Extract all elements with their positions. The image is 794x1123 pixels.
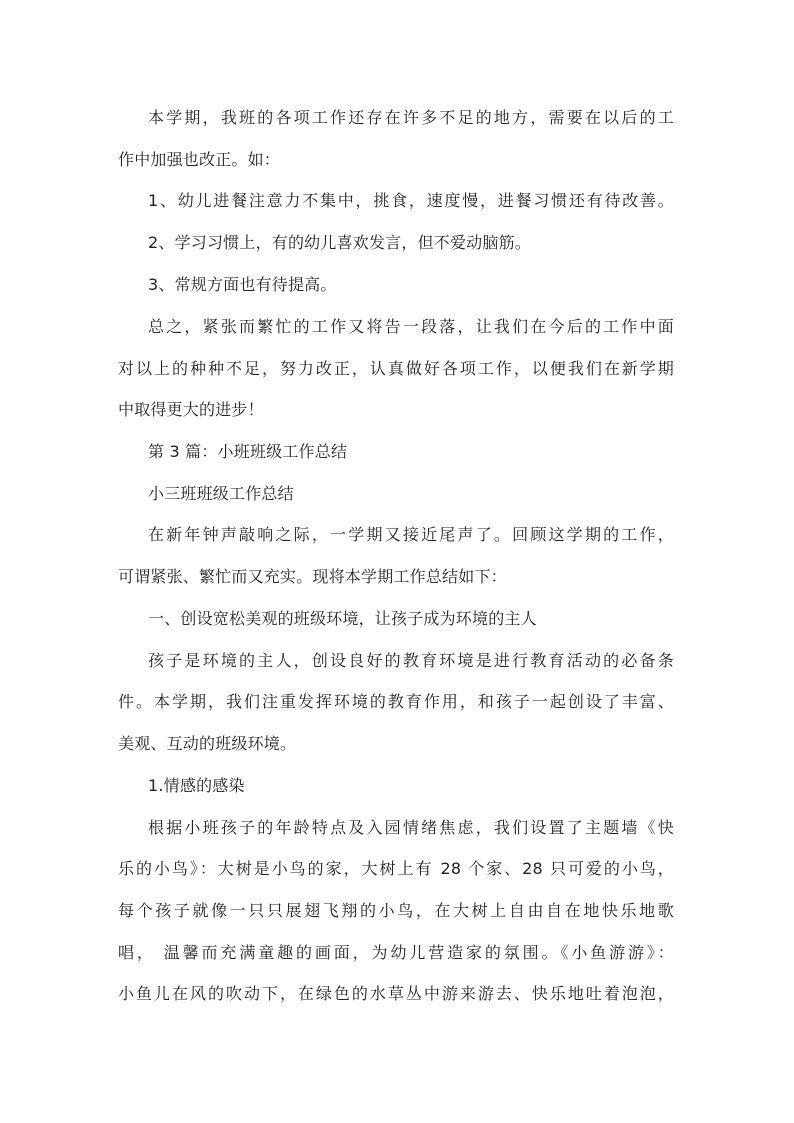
paragraph-line: 在新年钟声敲响之际，一学期又接近尾声了。回顾这学期的工作，: [148, 525, 674, 544]
paragraph-line: 对以上的种种不足，努力改正，认真做好各项工作，以便我们在新学期: [118, 359, 674, 378]
paragraph-line: 唱， 温馨而充满童趣的画面，为幼儿营造家的氛围。《小鱼游游》：: [118, 943, 674, 962]
paragraph-line: 件。本学期，我们注重发挥环境的教育作用，和孩子一起创设了丰富、: [118, 692, 674, 711]
paragraph-line: 乐的小鸟》：大树是小鸟的家，大树上有 28 个家、28 只可爱的小鸟，: [118, 859, 674, 878]
paragraph-line: 总之，紧张而繁忙的工作又将告一段落，让我们在今后的工作中面: [148, 317, 674, 336]
paragraph-line: 中取得更大的进步！: [118, 400, 264, 419]
paragraph-line: 小鱼儿在风的吹动下，在绿色的水草丛中游来游去、快乐地吐着泡泡，: [118, 984, 674, 1003]
list-item-3: 3、常规方面也有待提高。: [148, 275, 337, 294]
paragraph-line: 可谓紧张、繁忙而又充实。现将本学期工作总结如下：: [118, 567, 507, 586]
paragraph-line: 本学期，我班的各项工作还存在许多不足的地方，需要在以后的工: [148, 108, 674, 127]
paragraph-line: 每个孩子就像一只只展翅飞翔的小鸟，在大树上自由自在地快乐地歌: [118, 901, 674, 920]
paragraph-line: 美观、互动的班级环境。: [118, 734, 297, 753]
paragraph-line: 根据小班孩子的年龄特点及入园情绪焦虑，我们设置了主题墙《快: [148, 818, 674, 837]
subsection-heading: 一、创设宽松美观的班级环境，让孩子成为环境的主人: [148, 609, 537, 628]
subtitle: 小三班班级工作总结: [148, 484, 294, 503]
list-item-1: 1、幼儿进餐注意力不集中，挑食，速度慢，进餐习惯还有待改善。: [148, 191, 674, 210]
paragraph-line: 作中加强也改正。如：: [118, 150, 281, 169]
subsection-heading: 1.情感的感染: [148, 776, 245, 795]
list-item-2: 2、学习习惯上，有的幼儿喜欢发言，但不爱动脑筋。: [148, 233, 531, 252]
paragraph-line: 孩子是环境的主人，创设良好的教育环境是进行教育活动的必备条: [148, 651, 674, 670]
section-heading: 第 3 篇：小班班级工作总结: [148, 442, 348, 461]
